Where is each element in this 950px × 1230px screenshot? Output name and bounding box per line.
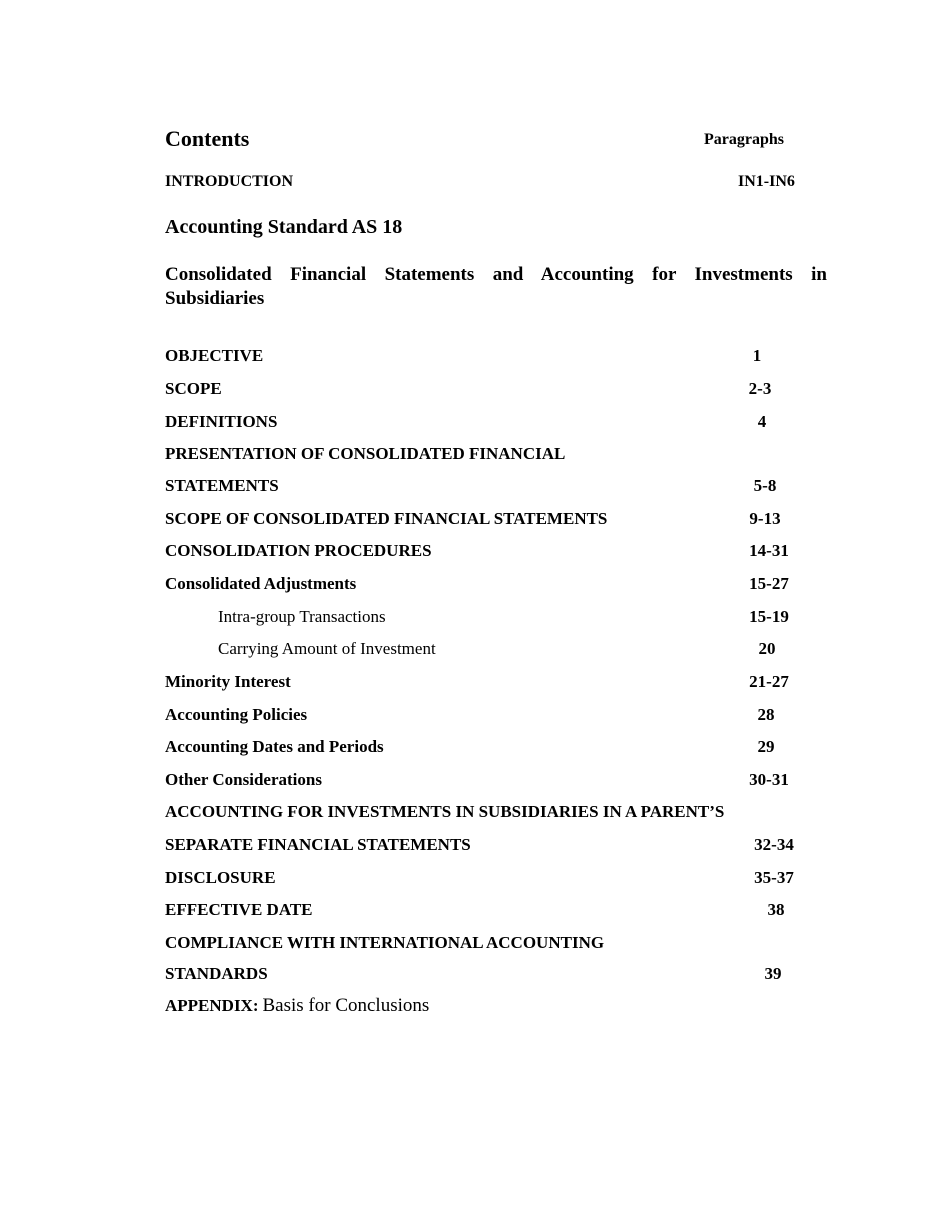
toc-entry-objective: OBJECTIVE <box>165 346 264 365</box>
toc-paras-effective-date: 38 <box>767 900 785 919</box>
toc-entry-consolidated-adjustments: Consolidated Adjustments <box>165 574 357 593</box>
toc-paras-consolidation-procedures: 14-31 <box>749 541 789 560</box>
toc-entry-minority-interest: Minority Interest <box>165 672 291 691</box>
toc-entry-statements: STATEMENTS <box>165 476 279 495</box>
toc-paras-scope: 2-3 <box>748 379 772 398</box>
toc-paras-separate-financial-statements: 32-34 <box>754 835 794 854</box>
toc-paras-other-considerations: 30-31 <box>749 770 789 789</box>
toc-paras-introduction: IN1-IN6 <box>738 173 795 190</box>
toc-entry-separate-financial-statements: SEPARATE FINANCIAL STATEMENTS <box>165 835 471 854</box>
toc-entry-effective-date: EFFECTIVE DATE <box>165 900 313 919</box>
toc-entry-consolidation-procedures: CONSOLIDATION PROCEDURES <box>165 541 432 560</box>
toc-paras-accounting-dates: 29 <box>757 737 775 756</box>
appendix-text: Basis for Conclusions <box>262 995 430 1016</box>
standard-title: Consolidated Financial Statements and Accounting for Investments in Subsidiaries <box>165 264 827 309</box>
toc-paras-definitions: 4 <box>757 412 767 431</box>
toc-entry-accounting-policies: Accounting Policies <box>165 705 308 724</box>
toc-entry-standards: STANDARDS <box>165 964 268 983</box>
toc-entry-accounting-dates: Accounting Dates and Periods <box>165 737 384 756</box>
toc-paras-consolidated-adjustments: 15-27 <box>749 574 789 593</box>
toc-entry-carrying-amount: Carrying Amount of Investment <box>218 639 436 658</box>
toc-entry-intra-group-transactions: Intra-group Transactions <box>218 607 386 626</box>
toc-paras-intra-group-transactions: 15-19 <box>749 607 789 626</box>
toc-entry-compliance: COMPLIANCE WITH INTERNATIONAL ACCOUNTING <box>165 933 605 952</box>
toc-paras-carrying-amount: 20 <box>758 639 776 658</box>
toc-entry-accounting-for-investments: ACCOUNTING FOR INVESTMENTS IN SUBSIDIARIES IN A PARENT’S <box>165 802 725 821</box>
toc-entry-definitions: DEFINITIONS <box>165 412 278 431</box>
toc-paras-minority-interest: 21-27 <box>749 672 789 691</box>
standard-name: Accounting Standard AS 18 <box>165 216 403 238</box>
toc-entry-presentation: PRESENTATION OF CONSOLIDATED FINANCIAL <box>165 444 566 463</box>
toc-paras-disclosure: 35-37 <box>754 868 794 887</box>
toc-entry-appendix <box>165 995 429 1017</box>
toc-paras-accounting-policies: 28 <box>757 705 775 724</box>
toc-entry-scope-of-consolidated: SCOPE OF CONSOLIDATED FINANCIAL STATEMENTS <box>165 509 608 528</box>
toc-paras-statements: 5-8 <box>753 476 777 495</box>
toc-paras-objective: 1 <box>752 346 762 365</box>
toc-entry-other-considerations: Other Considerations <box>165 770 322 789</box>
toc-entry-scope: SCOPE <box>165 379 222 398</box>
toc-paras-standards: 39 <box>764 964 782 983</box>
toc-paras-scope-of-consolidated: 9-13 <box>749 509 781 528</box>
toc-entry-introduction: INTRODUCTION <box>165 173 294 190</box>
contents-heading: Contents <box>165 126 250 151</box>
toc-entry-disclosure: DISCLOSURE <box>165 868 276 887</box>
appendix-label: APPENDIX: <box>165 996 259 1015</box>
paragraphs-column-heading: Paragraphs <box>704 131 784 148</box>
